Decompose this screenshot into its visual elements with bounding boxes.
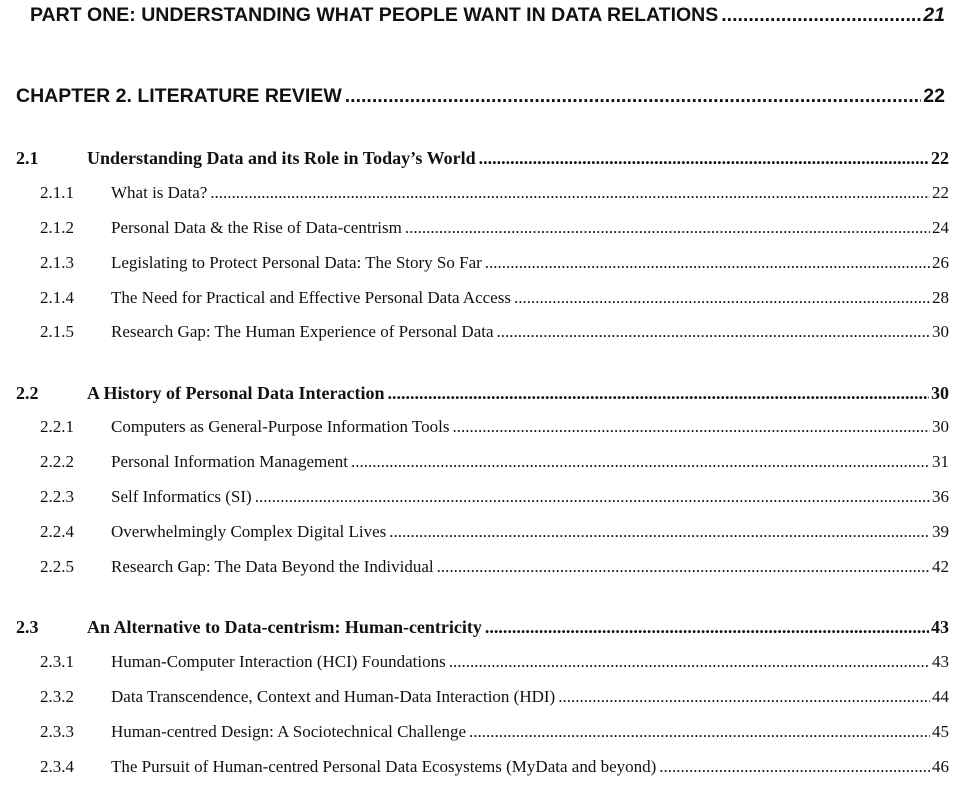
toc-chapter-title: CHAPTER 2. LITERATURE REVIEW (16, 85, 342, 107)
toc-subsection-entry[interactable] (40, 183, 949, 207)
toc-subsection-title: Research Gap: The Data Beyond the Individual (111, 557, 434, 576)
toc-page-number: 44 (932, 687, 949, 706)
toc-page-number: 21 (923, 4, 945, 26)
toc-subsection-entry[interactable] (40, 722, 949, 746)
toc-subsection-number: 2.1.2 (40, 218, 74, 237)
toc-dot-leader (255, 487, 930, 507)
toc-subsection-title: Overwhelmingly Complex Digital Lives (111, 522, 387, 541)
toc-subsection-title: Personal Information Management (111, 452, 348, 471)
toc-subsection-number: 2.3.4 (40, 757, 74, 776)
toc-subsection-entry[interactable] (40, 757, 949, 781)
toc-page-number: 39 (932, 522, 949, 541)
toc-page-number: 31 (932, 452, 949, 471)
toc-subsection-entry[interactable] (40, 652, 949, 676)
toc-dot-leader (514, 288, 930, 308)
toc-page-number: 22 (923, 85, 945, 107)
toc-subsection-entry[interactable] (40, 687, 949, 711)
toc-page-number: 24 (932, 218, 949, 237)
toc-dot-leader (452, 417, 930, 437)
toc-subsection-number: 2.1.4 (40, 288, 74, 307)
toc-subsection-number: 2.3.2 (40, 687, 74, 706)
toc-section-number: 2.1 (16, 148, 39, 168)
toc-chapter-entry[interactable] (16, 85, 945, 111)
toc-subsection-entry[interactable] (40, 487, 949, 511)
toc-subsection-number: 2.2.1 (40, 417, 74, 436)
toc-page-number: 36 (932, 487, 949, 506)
toc-page-number: 43 (931, 617, 949, 637)
toc-subsection-title: What is Data? (111, 183, 208, 202)
toc-dot-leader (659, 757, 930, 777)
toc-subsection-title: Legislating to Protect Personal Data: The Story So Far (111, 253, 482, 272)
toc-subsection-entry[interactable] (40, 522, 949, 546)
toc-subsection-number: 2.1.3 (40, 253, 74, 272)
toc-dot-leader (469, 722, 930, 742)
toc-page-number: 46 (932, 757, 949, 776)
toc-page-number: 26 (932, 253, 949, 272)
toc-dot-leader (437, 557, 930, 577)
toc-page-number: 30 (932, 322, 949, 341)
toc-subsection-entry[interactable] (40, 452, 949, 476)
toc-subsection-title: Self Informatics (SI) (111, 487, 252, 506)
toc-part-entry[interactable] (30, 4, 945, 30)
toc-dot-leader (558, 687, 930, 707)
toc-section-number: 2.2 (16, 383, 39, 403)
toc-page-number: 45 (932, 722, 949, 741)
toc-page-number: 43 (932, 652, 949, 671)
toc-subsection-entry[interactable] (40, 322, 949, 346)
toc-section-number: 2.3 (16, 617, 39, 637)
toc-dot-leader (351, 452, 930, 472)
toc-subsection-title: Human-Computer Interaction (HCI) Foundations (111, 652, 446, 671)
toc-subsection-number: 2.3.3 (40, 722, 74, 741)
toc-dot-leader (387, 383, 929, 404)
toc-page-number: 42 (932, 557, 949, 576)
toc-dot-leader (345, 85, 922, 108)
toc-subsection-number: 2.1.5 (40, 322, 74, 341)
toc-section-entry[interactable] (16, 617, 949, 641)
toc-subsection-number: 2.2.4 (40, 522, 74, 541)
toc-section-title: A History of Personal Data Interaction (87, 383, 385, 403)
toc-subsection-title: Human-centred Design: A Sociotechnical Challenge (111, 722, 467, 741)
toc-page-number: 30 (931, 383, 949, 403)
toc-subsection-entry[interactable] (40, 417, 949, 441)
toc-subsection-title: Personal Data & the Rise of Data-centrism (111, 218, 402, 237)
toc-dot-leader (485, 253, 930, 273)
toc-dot-leader (210, 183, 930, 203)
toc-subsection-entry[interactable] (40, 288, 949, 312)
toc-subsection-number: 2.2.5 (40, 557, 74, 576)
toc-subsection-entry[interactable] (40, 218, 949, 242)
toc-dot-leader (497, 322, 930, 342)
toc-section-entry[interactable] (16, 148, 949, 172)
toc-dot-leader (485, 617, 929, 638)
toc-section-entry[interactable] (16, 383, 949, 407)
toc-subsection-number: 2.1.1 (40, 183, 74, 202)
toc-dot-leader (405, 218, 930, 238)
toc-dot-leader (479, 148, 929, 169)
toc-subsection-title: Research Gap: The Human Experience of Personal Data (111, 322, 494, 341)
toc-page-number: 28 (932, 288, 949, 307)
toc-page-number: 30 (932, 417, 949, 436)
toc-subsection-number: 2.3.1 (40, 652, 74, 671)
toc-subsection-title: The Need for Practical and Effective Personal Data Access (111, 288, 511, 307)
toc-subsection-entry[interactable] (40, 253, 949, 277)
toc-subsection-entry[interactable] (40, 557, 949, 581)
toc-section-title: An Alternative to Data-centrism: Human-centricity (87, 617, 482, 637)
toc-subsection-number: 2.2.2 (40, 452, 74, 471)
toc-subsection-title: Computers as General-Purpose Information Tools (111, 417, 450, 436)
toc-subsection-number: 2.2.3 (40, 487, 74, 506)
toc-dot-leader (389, 522, 930, 542)
toc-dot-leader (449, 652, 930, 672)
toc-subsection-title: The Pursuit of Human-centred Personal Data Ecosystems (MyData and beyond) (111, 757, 657, 776)
toc-subsection-title: Data Transcendence, Context and Human-Data Interaction (HDI) (111, 687, 556, 706)
toc-part-title: PART ONE: UNDERSTANDING WHAT PEOPLE WANT IN DATA RELATIONS (30, 4, 719, 26)
toc-section-title: Understanding Data and its Role in Today’s World (87, 148, 476, 168)
toc-dot-leader (721, 4, 921, 27)
toc-page-number: 22 (932, 183, 949, 202)
toc-page-number: 22 (931, 148, 949, 168)
